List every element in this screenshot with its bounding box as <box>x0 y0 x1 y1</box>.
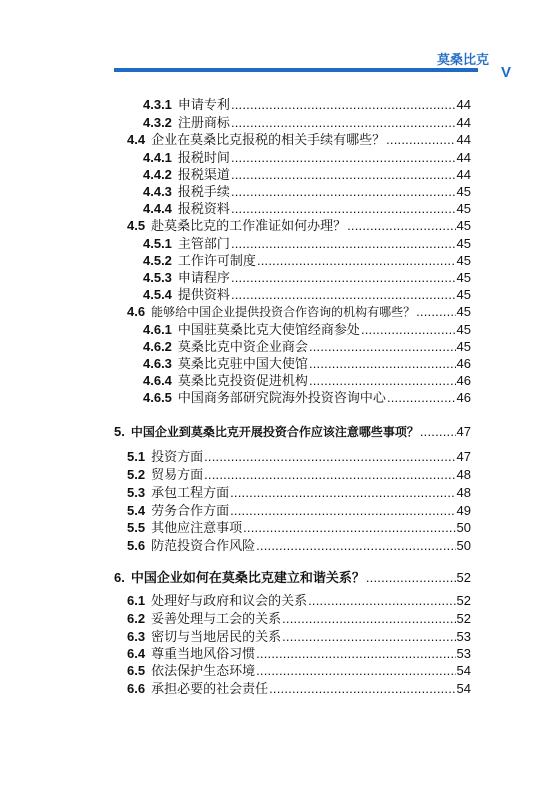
toc-number: 6. <box>114 570 125 585</box>
toc-page: 45 <box>456 201 471 216</box>
toc-number: 4.6.3 <box>143 356 172 371</box>
toc-page: 45 <box>456 270 471 285</box>
toc-text: 中国驻莫桑比克大使馆经商参处 <box>177 323 360 338</box>
toc-text: 贸易方面 <box>151 468 204 483</box>
toc-leader <box>387 389 456 407</box>
toc-leader <box>282 628 455 646</box>
toc-page: 45 <box>456 218 471 233</box>
toc-text: 中国企业如何在莫桑比克建立和谐关系？ <box>130 571 365 586</box>
toc-leader <box>230 502 455 520</box>
toc-number: 5.6 <box>127 538 146 553</box>
toc-text: 中国企业到莫桑比克开展投资合作应该注意哪些事项？ <box>130 425 419 439</box>
toc-leader <box>231 286 456 304</box>
toc-page: 48 <box>456 485 471 500</box>
toc-text: 其他应注意事项 <box>151 521 243 536</box>
toc-page: 54 <box>456 681 471 696</box>
toc-page: 50 <box>456 538 471 553</box>
toc-chapter[interactable] <box>114 569 471 588</box>
toc-leader <box>231 114 456 132</box>
toc-text: 赴莫桑比克的工作准证如何办理？ <box>151 219 347 234</box>
toc-leader <box>256 537 455 555</box>
header-rule <box>114 68 478 72</box>
toc-page: 46 <box>456 373 471 388</box>
toc-page: 45 <box>456 253 471 268</box>
toc-entry[interactable] <box>127 448 471 467</box>
toc-page: 45 <box>456 184 471 199</box>
toc-page: 54 <box>456 663 471 678</box>
toc-entry[interactable] <box>127 610 471 629</box>
toc-entry[interactable] <box>127 592 471 611</box>
toc-page: 52 <box>456 570 471 585</box>
toc-entry[interactable] <box>127 466 471 485</box>
toc-number: 4.4.2 <box>143 167 172 182</box>
toc-leader <box>204 448 455 466</box>
toc-text: 投资方面 <box>151 450 204 465</box>
toc-page: 52 <box>456 593 471 608</box>
toc-leader <box>309 372 456 390</box>
toc-entry[interactable] <box>127 131 471 150</box>
toc-number: 4.5.4 <box>143 287 172 302</box>
page-number-roman: V <box>500 64 511 81</box>
toc-entry[interactable] <box>127 537 471 556</box>
toc-text: 妥善处理与工会的关系 <box>151 612 282 627</box>
toc-page: 44 <box>456 115 471 130</box>
toc-text: 处理好与政府和议会的关系 <box>151 594 308 609</box>
toc-leader <box>204 466 455 484</box>
toc-number: 4.4 <box>127 132 146 147</box>
toc-leader <box>308 592 455 610</box>
toc-text: 报税手续 <box>177 185 230 200</box>
toc-page: 52 <box>456 611 471 626</box>
toc-leader <box>366 569 456 587</box>
toc-page: 47 <box>456 449 471 464</box>
toc-leader <box>230 484 455 502</box>
toc-leader <box>231 183 456 201</box>
toc-page: 48 <box>456 467 471 482</box>
toc-entry[interactable] <box>143 389 471 408</box>
toc-entry[interactable] <box>143 96 471 115</box>
toc-number: 4.4.4 <box>143 201 172 216</box>
toc-text: 密切与当地居民的关系 <box>151 630 282 645</box>
toc-leader <box>231 149 456 167</box>
toc-number: 5.4 <box>127 503 146 518</box>
toc-page: 45 <box>456 287 471 302</box>
toc-number: 6.5 <box>127 663 146 678</box>
toc-number: 4.3.2 <box>143 115 172 130</box>
toc-page: 53 <box>456 629 471 644</box>
toc-text: 报税渠道 <box>177 168 230 183</box>
toc-page: 45 <box>456 339 471 354</box>
toc-number: 5. <box>114 424 125 439</box>
toc-number: 4.5.3 <box>143 270 172 285</box>
toc-page: 45 <box>456 322 471 337</box>
toc-leader <box>282 610 455 628</box>
toc-page: 45 <box>456 236 471 251</box>
toc-leader <box>231 166 456 184</box>
toc-number: 6.1 <box>127 593 146 608</box>
toc-number: 5.3 <box>127 485 146 500</box>
toc-text: 承担必要的社会责任 <box>151 682 269 697</box>
toc-leader <box>309 338 456 356</box>
toc-text: 报税时间 <box>177 151 230 166</box>
toc-text: 劳务合作方面 <box>151 504 230 519</box>
toc-page: 44 <box>456 132 471 147</box>
toc-leader <box>256 645 455 663</box>
toc-number: 6.3 <box>127 629 146 644</box>
toc-number: 5.5 <box>127 520 146 535</box>
toc-text: 尊重当地风俗习惯 <box>151 647 256 662</box>
toc-number: 6.2 <box>127 611 146 626</box>
toc-text: 申请程序 <box>177 271 230 286</box>
toc-leader <box>361 321 456 339</box>
toc-text: 能够给中国企业提供投资合作咨询的机构有哪些？ <box>151 305 416 319</box>
toc-entry[interactable] <box>127 680 471 699</box>
toc-text: 中国商务部研究院海外投资咨询中心 <box>177 391 386 406</box>
toc-text: 莫桑比克投资促进机构 <box>177 374 308 389</box>
toc-page: 53 <box>456 646 471 661</box>
toc-leader <box>416 303 455 321</box>
toc-page: 45 <box>456 304 471 319</box>
header-title: 莫桑比克 <box>436 53 489 68</box>
toc-leader <box>347 217 455 235</box>
toc-leader <box>386 131 455 149</box>
toc-entry[interactable] <box>127 217 471 236</box>
toc-leader <box>231 200 456 218</box>
toc-text: 申请专利 <box>177 98 230 113</box>
toc-page: 44 <box>456 167 471 182</box>
toc-number: 4.6.4 <box>143 373 172 388</box>
toc-number: 4.3.1 <box>143 97 172 112</box>
toc-number: 4.5.1 <box>143 236 172 251</box>
toc-page: 44 <box>456 97 471 112</box>
toc-leader <box>256 662 455 680</box>
toc-leader <box>257 252 456 270</box>
toc-text: 报税资料 <box>177 202 230 217</box>
toc-text: 注册商标 <box>177 116 230 131</box>
toc-number: 4.6.1 <box>143 322 172 337</box>
toc-number: 5.2 <box>127 467 146 482</box>
toc-leader <box>231 235 456 253</box>
toc-chapter[interactable] <box>114 423 471 441</box>
toc-number: 4.6 <box>127 304 146 319</box>
toc-number: 4.5 <box>127 218 146 233</box>
toc-page: 46 <box>456 390 471 405</box>
toc-page: 44 <box>456 150 471 165</box>
toc-leader <box>243 519 455 537</box>
toc-page: 50 <box>456 520 471 535</box>
toc-text: 依法保护生态环境 <box>151 664 256 679</box>
toc-text: 提供资料 <box>177 288 230 303</box>
toc-page: 47 <box>456 424 471 439</box>
toc-leader <box>231 269 456 287</box>
toc-entry[interactable] <box>127 303 471 321</box>
toc-entry[interactable] <box>127 519 471 538</box>
toc-text: 防范投资合作风险 <box>151 539 256 554</box>
toc-leader <box>420 423 456 441</box>
toc-leader <box>231 96 456 114</box>
toc-entry[interactable] <box>127 484 471 503</box>
toc-number: 4.6.2 <box>143 339 172 354</box>
toc-number: 4.4.3 <box>143 184 172 199</box>
toc-number: 4.5.2 <box>143 253 172 268</box>
toc-number: 6.4 <box>127 646 146 661</box>
toc-leader <box>309 355 456 373</box>
toc-leader <box>269 680 455 698</box>
toc-number: 6.6 <box>127 681 146 696</box>
toc-text: 主管部门 <box>177 237 230 252</box>
toc-text: 企业在莫桑比克报税的相关手续有哪些？ <box>151 133 386 148</box>
toc-entry[interactable] <box>127 662 471 681</box>
toc-text: 承包工程方面 <box>151 486 230 501</box>
toc-text: 工作许可制度 <box>177 254 256 269</box>
toc-page: 49 <box>456 503 471 518</box>
toc-number: 4.4.1 <box>143 150 172 165</box>
toc-text: 莫桑比克中资企业商会 <box>177 340 308 355</box>
toc-number: 4.6.5 <box>143 390 172 405</box>
toc-number: 5.1 <box>127 449 146 464</box>
toc-page: 46 <box>456 356 471 371</box>
toc-text: 莫桑比克驻中国大使馆 <box>177 357 308 372</box>
